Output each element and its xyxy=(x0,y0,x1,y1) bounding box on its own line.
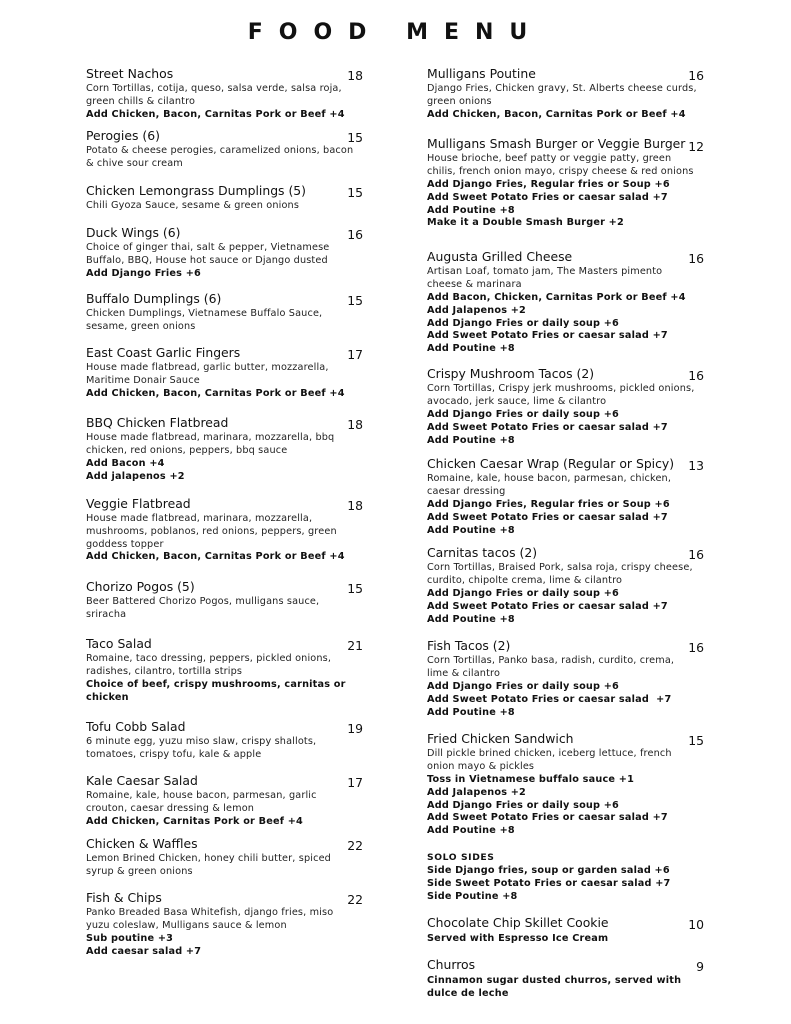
item-name: Churros xyxy=(427,957,476,972)
item-addon: Add Chicken, Bacon, Carnitas Pork or Beef +4 xyxy=(86,551,345,562)
item-addon: Add Chicken, Bacon, Carnitas Pork or Beef +4 xyxy=(427,109,686,120)
item-addon: Add Jalapenos +2 xyxy=(427,304,526,316)
item-description: Beer Battered Chorizo Pogos, mulligans sauce, sriracha xyxy=(86,596,320,620)
item-addon: Add Poutine +8 xyxy=(427,706,515,718)
item-description: Romaine, kale, house bacon, parmesan, garlic crouton, caesar dressing & lemon xyxy=(86,790,317,814)
item-description: 6 minute egg, yuzu miso slaw, crispy shallots, tomatoes, crispy tofu, kale & apple xyxy=(86,736,317,760)
item-description: House made flatbread, marinara, mozzarella, mushrooms, poblanos, red onions, peppers, green goddess topper xyxy=(86,513,337,550)
item-addon: Add Chicken, Carnitas Pork or Beef +4 xyxy=(86,816,303,827)
item-price: 16 xyxy=(688,640,704,655)
item-price: 13 xyxy=(688,458,704,473)
item-addon: Add Sweet Potato Fries or caesar salad +7 xyxy=(427,812,668,824)
item-addon: Toss in Vietnamese buffalo sauce +1 xyxy=(427,774,635,785)
item-description: Potato & cheese perogies, caramelized onions, bacon & chive sour cream xyxy=(86,145,354,169)
item-name: Chicken & Waffles xyxy=(86,836,198,851)
item-price: 21 xyxy=(347,638,363,653)
solo-side-item: Side Django fries, soup or garden salad +6 xyxy=(427,865,670,876)
item-price: 18 xyxy=(347,417,363,432)
item-name: East Coast Garlic Fingers xyxy=(86,345,241,360)
item-name: Street Nachos xyxy=(86,66,174,81)
item-addon: Add Django Fries or daily soup +6 xyxy=(427,799,619,811)
item-addon: Add Sweet Potato Fries or caesar salad +7 xyxy=(427,330,668,342)
item-name: Chicken Lemongrass Dumplings (5) xyxy=(86,183,306,198)
item-price: 15 xyxy=(347,581,363,596)
item-description: Chili Gyoza Sauce, sesame & green onions xyxy=(86,200,300,211)
item-price: 16 xyxy=(688,368,704,383)
item-addon: Add Poutine +8 xyxy=(427,524,515,536)
item-description: Dill pickle brined chicken, iceberg lettuce, french onion mayo & pickles xyxy=(427,748,672,772)
item-description: Corn Tortillas, Braised Pork, salsa roja, crispy cheese, curdito, chipolte crema, lime & cilantro xyxy=(427,562,693,586)
item-name: Fish Tacos (2) xyxy=(427,638,511,653)
item-name: Chicken Caesar Wrap (Regular or Spicy) xyxy=(427,456,675,471)
item-addon: Served with Espresso Ice Cream xyxy=(427,933,609,944)
item-name: Mulligans Poutine xyxy=(427,66,536,81)
item-price: 22 xyxy=(347,838,363,853)
item-addon: Add Django Fries +6 xyxy=(86,268,201,279)
item-description: Romaine, kale, house bacon, parmesan, chicken, caesar dressing xyxy=(427,473,672,497)
item-price: 15 xyxy=(347,185,363,200)
item-addon: Add Poutine +8 xyxy=(427,204,515,216)
item-price: 22 xyxy=(347,892,363,907)
item-description: Panko Breaded Basa Whitefish, django fries, miso yuzu coleslaw, Mulligans sauce & lemon xyxy=(86,907,334,931)
item-price: 17 xyxy=(347,347,363,362)
item-price: 9 xyxy=(696,959,704,974)
item-name: Crispy Mushroom Tacos (2) xyxy=(427,366,595,381)
item-price: 18 xyxy=(347,68,363,83)
item-addon: Add Poutine +8 xyxy=(427,825,515,837)
item-addon: Make it a Double Smash Burger +2 xyxy=(427,217,624,229)
item-description: Django Fries, Chicken gravy, St. Alberts cheese curds, green onions xyxy=(427,83,697,107)
item-name: Chocolate Chip Skillet Cookie xyxy=(427,915,609,930)
item-name: Veggie Flatbread xyxy=(86,496,191,511)
item-description: Romaine, taco dressing, peppers, pickled onions, radishes, cilantro, tortilla strips xyxy=(86,653,332,677)
item-price: 16 xyxy=(688,251,704,266)
item-price: 16 xyxy=(688,68,704,83)
item-addon: Choice of beef, crispy mushrooms, carnitas or xyxy=(86,679,346,690)
item-addon: Add Poutine +8 xyxy=(427,434,515,446)
item-addon: chicken xyxy=(86,691,129,703)
item-price: 18 xyxy=(347,498,363,513)
item-addon: Add Django Fries or daily soup +6 xyxy=(427,317,619,329)
item-name: Perogies (6) xyxy=(86,128,160,143)
item-addon: Add Sweet Potato Fries or caesar salad +7 xyxy=(427,511,668,523)
item-price: 16 xyxy=(688,547,704,562)
item-addon: Add Django Fries or daily soup +6 xyxy=(427,588,619,599)
item-name: Tofu Cobb Salad xyxy=(86,719,186,734)
item-description: Corn Tortillas, Panko basa, radish, curdito, crema, lime & cilantro xyxy=(427,655,675,679)
item-name: Fried Chicken Sandwich xyxy=(427,731,574,746)
item-addon: Add Chicken, Bacon, Carnitas Pork or Beef +4 xyxy=(86,109,345,120)
item-addon: Sub poutine +3 xyxy=(86,933,174,944)
item-name: Augusta Grilled Cheese xyxy=(427,249,573,264)
item-description: Artisan Loaf, tomato jam, The Masters pimento cheese & marinara xyxy=(427,266,663,290)
item-addon: Add Poutine +8 xyxy=(427,343,515,355)
item-addon: Add jalapenos +2 xyxy=(86,470,185,482)
item-name: Mulligans Smash Burger or Veggie Burger xyxy=(427,136,686,151)
item-addon: Add Sweet Potato Fries or caesar salad +7 xyxy=(427,693,672,705)
item-description: Choice of ginger thai, salt & pepper, Vietnamese Buffalo, BBQ, House hot sauce or Django dusted xyxy=(86,242,330,266)
solo-sides-heading: SOLO SIDES xyxy=(427,852,495,863)
item-price: 17 xyxy=(347,775,363,790)
item-addon: Add Sweet Potato Fries or caesar salad +7 xyxy=(427,191,668,203)
page-title: FOOD MENU xyxy=(247,20,544,45)
item-price: 19 xyxy=(347,721,363,736)
item-addon: Add Bacon +4 xyxy=(86,458,165,469)
item-addon: Add Jalapenos +2 xyxy=(427,786,526,798)
item-price: 12 xyxy=(688,139,704,154)
item-description: House made flatbread, garlic butter, mozzarella, Maritime Donair Sauce xyxy=(86,362,329,386)
item-name: BBQ Chicken Flatbread xyxy=(86,415,229,430)
item-price: 10 xyxy=(688,917,704,932)
item-addon: Add Django Fries, Regular fries or Soup +6 xyxy=(427,499,670,510)
item-name: Buffalo Dumplings (6) xyxy=(86,291,222,306)
item-name: Duck Wings (6) xyxy=(86,225,181,240)
item-description: Corn Tortillas, Crispy jerk mushrooms, pickled onions, avocado, jerk sauce, lime & cilantro xyxy=(427,383,695,407)
item-addon: Add Poutine +8 xyxy=(427,613,515,625)
item-addon: dulce de leche xyxy=(427,987,509,999)
item-price: 15 xyxy=(347,130,363,145)
item-name: Fish & Chips xyxy=(86,890,162,905)
item-name: Carnitas tacos (2) xyxy=(427,545,538,560)
item-description: Chicken Dumplings, Vietnamese Buffalo Sauce, sesame, green onions xyxy=(86,308,323,332)
item-description: Corn Tortillas, cotija, queso, salsa verde, salsa roja, green chills & cilantro xyxy=(86,83,342,107)
item-name: Chorizo Pogos (5) xyxy=(86,579,195,594)
item-addon: Add Bacon, Chicken, Carnitas Pork or Beef +4 xyxy=(427,292,686,303)
item-price: 15 xyxy=(688,733,704,748)
item-description: Lemon Brined Chicken, honey chili butter, spiced syrup & green onions xyxy=(86,853,331,877)
item-addon: Add Django Fries or daily soup +6 xyxy=(427,681,619,692)
item-description: House made flatbread, marinara, mozzarella, bbq chicken, red onions, peppers, bbq sauce xyxy=(86,432,335,456)
item-price: 15 xyxy=(347,293,363,308)
item-price: 16 xyxy=(347,227,363,242)
item-addon: Add Sweet Potato Fries or caesar salad +7 xyxy=(427,421,668,433)
item-addon: Add Chicken, Bacon, Carnitas Pork or Beef +4 xyxy=(86,388,345,399)
item-addon: Add caesar salad +7 xyxy=(86,945,202,957)
item-addon: Add Django Fries, Regular fries or Soup +6 xyxy=(427,179,670,190)
item-addon: Add Django Fries or daily soup +6 xyxy=(427,409,619,420)
item-addon: Add Sweet Potato Fries or caesar salad +7 xyxy=(427,600,668,612)
solo-side-item: Side Sweet Potato Fries or caesar salad +7 xyxy=(427,877,671,889)
item-name: Kale Caesar Salad xyxy=(86,773,198,788)
item-description: House brioche, beef patty or veggie patty, green chilis, french onion mayo, crispy cheese & red onions xyxy=(427,153,694,177)
solo-side-item: Side Poutine +8 xyxy=(427,890,518,902)
item-addon: Cinnamon sugar dusted churros, served with xyxy=(427,975,682,986)
item-name: Taco Salad xyxy=(86,636,152,651)
